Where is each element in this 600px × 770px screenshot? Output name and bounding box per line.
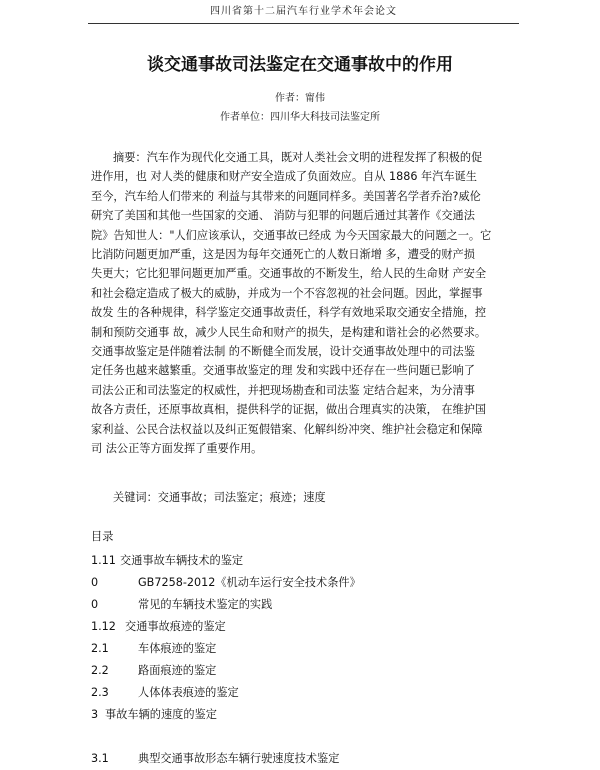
author-line: 作者：甯伟 [275, 93, 325, 104]
toc-spacer [91, 726, 521, 748]
abstract-line: 失更大；它比犯罪问题更加严重。交通事故的不断发生，给人民的生命财 产安全 [91, 267, 487, 281]
toc-item [91, 550, 521, 572]
toc-text: 路面痕迹的鉴定 [138, 664, 217, 677]
toc-text: 交通事故车辆技术的鉴定 [120, 554, 244, 567]
keywords: 关键词：交通事故；司法鉴定；痕迹；速度 [113, 491, 326, 504]
toc-item [91, 704, 521, 726]
toc-text: 常见的车辆技术鉴定的实践 [138, 598, 273, 611]
toc-text: 典型交通事故形态车辆行驶速度技术鉴定 [138, 752, 340, 765]
abstract-line: 家利益、公民合法权益以及纠正冤假错案、化解纠纷冲突、维护社会稳定和保障 [91, 422, 483, 436]
abstract-line: 进作用，也 对人类的健康和财产安全造成了负面效应。自从 1886 年汽车诞生 [91, 170, 477, 184]
toc-text: 车体痕迹的鉴定 [138, 642, 217, 655]
abstract-line: 定任务也越来越繁重。交通事故鉴定的理 发和实践中还存在一些问题已影响了 [91, 364, 475, 378]
toc-item [91, 682, 521, 704]
affiliation-line: 作者单位：四川华大科技司法鉴定所 [220, 112, 380, 123]
abstract-line: 院》告知世人："人们应该承认，交通事故已经成 为今天国家最大的问题之一。它 [91, 228, 492, 242]
abstract-line: 和社会稳定造成了极大的威胁，并成为一个不容忽视的社会问题。因此，掌握事 [91, 286, 483, 300]
abstract-line: 故各方责任，还原事故真相，提供科学的证据，做出合理真实的决策， 在维护国 [91, 403, 487, 417]
abstract-line: 故发 生的各种规律，科学鉴定交通事故责任，科学有效地采取交通安全措施，控 [91, 306, 487, 320]
toc-number: 3.1 [91, 752, 109, 765]
toc-item [91, 638, 521, 660]
toc-item [91, 616, 521, 638]
abstract-line: 司 法公正等方面发挥了重要作用。 [91, 442, 263, 456]
table-of-contents [91, 550, 521, 770]
abstract-line: 司法公正和司法鉴定的权威性，并把现场勘查和司法鉴 定结合起来，为分清事 [91, 383, 475, 397]
toc-number: 1.12 [91, 620, 116, 633]
toc-item [91, 660, 521, 682]
toc-number: 2.1 [91, 642, 109, 655]
toc-number: 3 [91, 708, 99, 721]
toc-number: 0 [91, 576, 99, 589]
abstract-line: 研究了美国和其他一些国家的交通、 消防与犯罪的问题后通过其著作《交通法 [91, 209, 475, 223]
toc-item [91, 572, 521, 594]
abstract-line: 比消防问题更加严重，这是因为每年交通死亡的人数日渐增 多，遭受的财产损 [91, 248, 475, 262]
paper-title: 谈交通事故司法鉴定在交通事故中的作用 [147, 55, 453, 75]
abstract-line: 至今，汽车给人们带来的 利益与其带来的问题同样多。美国著名学者乔治?威伦 [91, 189, 481, 203]
toc-text: 事故车辆的速度的鉴定 [105, 708, 217, 721]
abstract-line: 交通事故鉴定是伴随着法制 的不断健全而发展，设计交通事故处理中的司法鉴 [91, 345, 475, 359]
toc-title: 目录 [91, 530, 114, 543]
toc-number: 2.2 [91, 664, 109, 677]
toc-text: GB7258-2012《机动车运行安全技术条件》 [138, 576, 361, 589]
toc-number: 1.11 [91, 554, 116, 567]
abstract-line: 制和预防交通事 故，减少人民生命和财产的损失，是构建和谐社会的必然要求。 [91, 325, 487, 339]
toc-text: 人体体表痕迹的鉴定 [138, 686, 239, 699]
toc-number: 2.3 [91, 686, 109, 699]
toc-item [91, 748, 521, 770]
toc-number: 0 [91, 598, 99, 611]
toc-item [91, 594, 521, 616]
abstract-line: 摘要：汽车作为现代化交通工具，既对人类社会文明的进程发挥了积极的促 [113, 151, 483, 164]
abstract [91, 148, 516, 459]
running-header: 四川省第十二届汽车行业学术年会论文 [88, 0, 519, 24]
toc-text: 交通事故痕迹的鉴定 [125, 620, 226, 633]
